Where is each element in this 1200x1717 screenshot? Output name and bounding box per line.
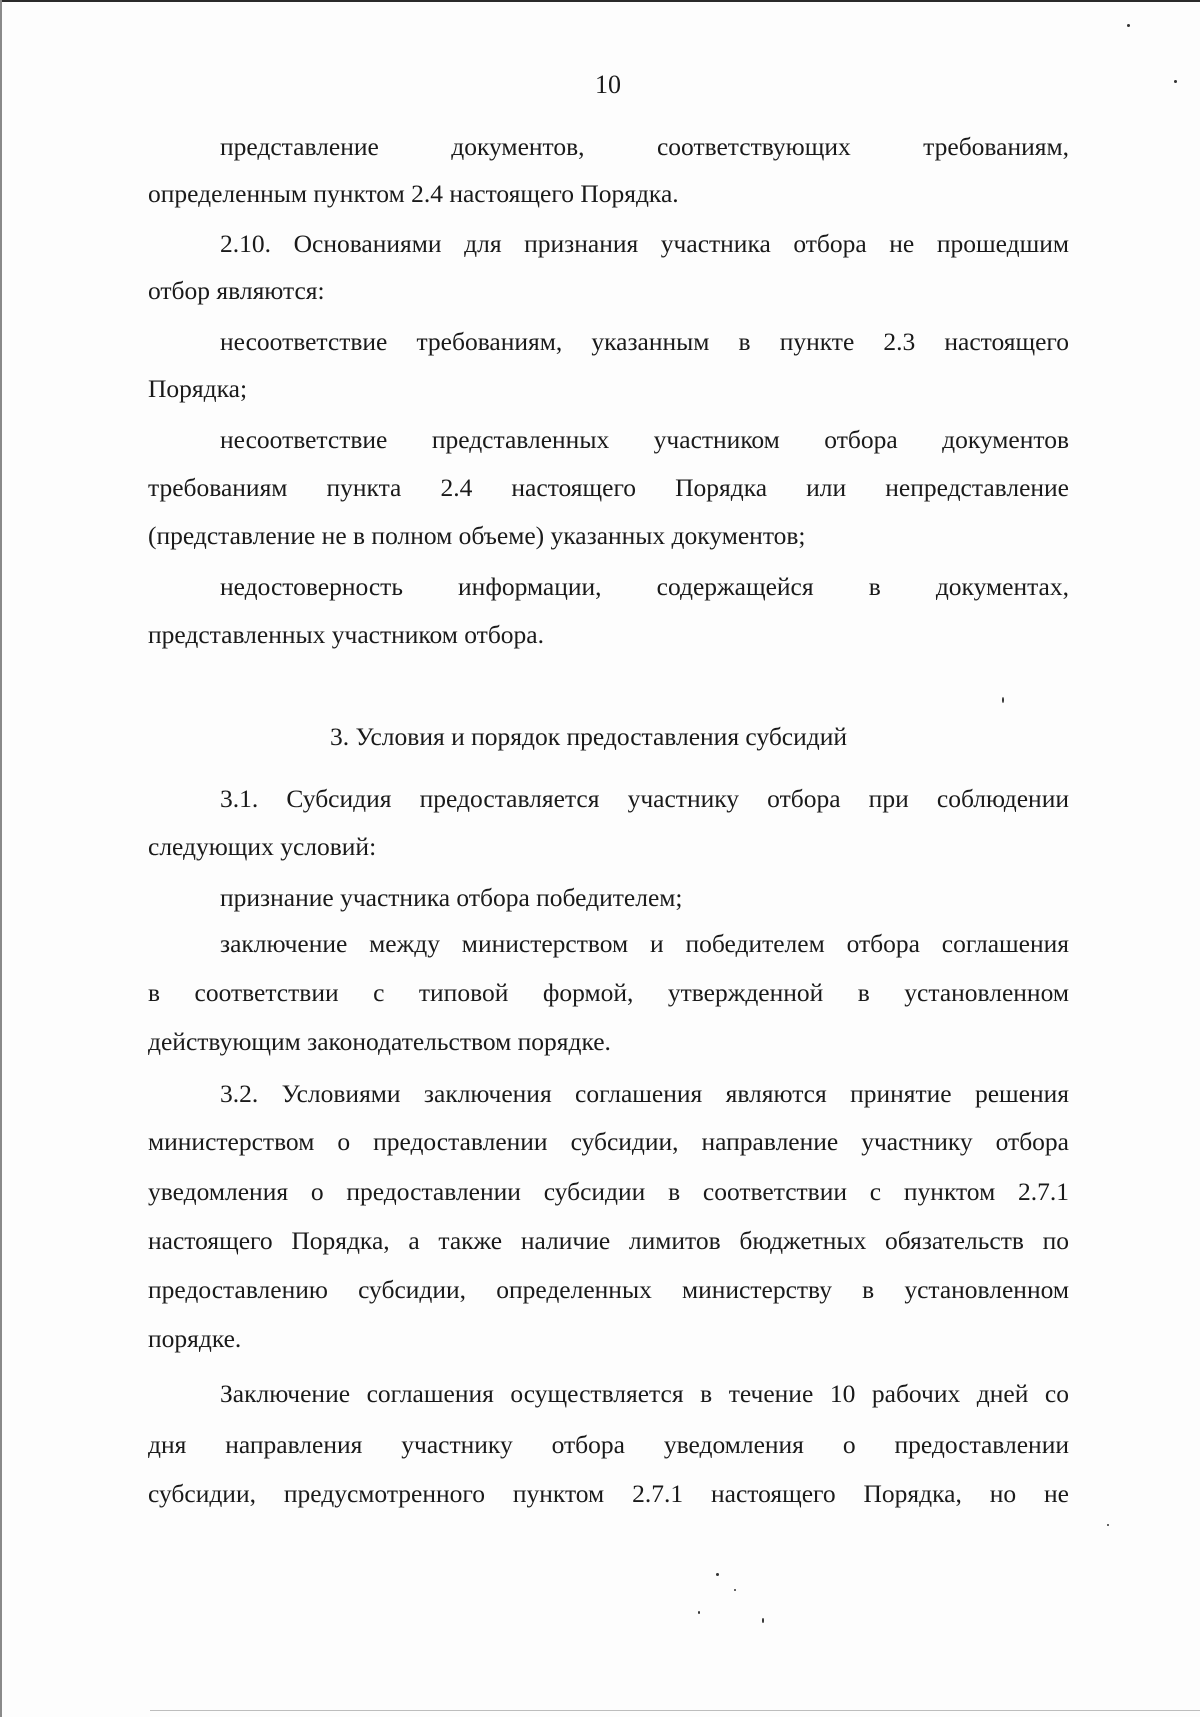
text-line: требованиям пункта 2.4 настоящего Порядка или непредставление xyxy=(148,473,1069,502)
scan-edge-top xyxy=(0,0,1200,2)
scan-speck xyxy=(716,1573,719,1576)
text-line: действующим законодательством порядке. xyxy=(148,1027,611,1056)
text-line: определенным пунктом 2.4 настоящего Порядка. xyxy=(148,179,679,208)
scan-speck xyxy=(1127,24,1130,27)
text-line: несоответствие требованиям, указанным в пункте 2.3 настоящего xyxy=(220,327,1069,356)
text-line: 3.2. Условиями заключения соглашения являются принятие решения xyxy=(220,1079,1069,1108)
text-line: несоответствие представленных участником отбора документов xyxy=(220,425,1069,454)
text-line: недостоверность информации, содержащейся в документах, xyxy=(220,572,1069,601)
text-line: отбор являются: xyxy=(148,276,325,305)
text-line: признание участника отбора победителем; xyxy=(220,883,683,912)
text-line: следующих условий: xyxy=(148,832,377,861)
section-heading: 3. Условия и порядок предоставления субсидий xyxy=(330,722,848,751)
text-line: уведомления о предоставлении субсидии в соответствии с пунктом 2.7.1 xyxy=(148,1177,1069,1206)
page-number: 10 xyxy=(595,70,621,99)
scan-speck xyxy=(1107,1524,1109,1526)
text-line: Заключение соглашения осуществляется в течение 10 рабочих дней со xyxy=(220,1379,1069,1408)
scan-edge-left xyxy=(0,0,2,1717)
scan-speck xyxy=(1002,697,1004,703)
scan-speck xyxy=(762,1618,764,1623)
scan-edge-bottom xyxy=(150,1710,1200,1711)
text-line: дня направления участнику отбора уведомления о предоставлении xyxy=(148,1430,1069,1459)
text-line: предоставлению субсидии, определенных министерству в установленном xyxy=(148,1275,1069,1304)
text-line: 3.1. Субсидия предоставляется участнику отбора при соблюдении xyxy=(220,784,1069,813)
text-line: министерством о предоставлении субсидии, направление участнику отбора xyxy=(148,1127,1069,1156)
text-line: субсидии, предусмотренного пунктом 2.7.1 настоящего Порядка, но не xyxy=(148,1479,1069,1508)
text-line: настоящего Порядка, а также наличие лимитов бюджетных обязательств по xyxy=(148,1226,1069,1255)
text-line: Порядка; xyxy=(148,374,248,403)
scan-speck xyxy=(734,1589,736,1591)
text-line: (представление не в полном объеме) указанных документов; xyxy=(148,521,806,550)
text-line: в соответствии с типовой формой, утвержденной в установленном xyxy=(148,978,1069,1007)
text-line: порядке. xyxy=(148,1324,242,1353)
scan-speck xyxy=(1174,80,1177,83)
text-line: заключение между министерством и победителем отбора соглашения xyxy=(220,929,1069,958)
text-line: 2.10. Основаниями для признания участника отбора не прошедшим xyxy=(220,229,1069,258)
scan-speck xyxy=(698,1611,700,1614)
text-line: представление документов, соответствующих требованиям, xyxy=(220,132,1069,161)
text-line: представленных участником отбора. xyxy=(148,620,544,649)
